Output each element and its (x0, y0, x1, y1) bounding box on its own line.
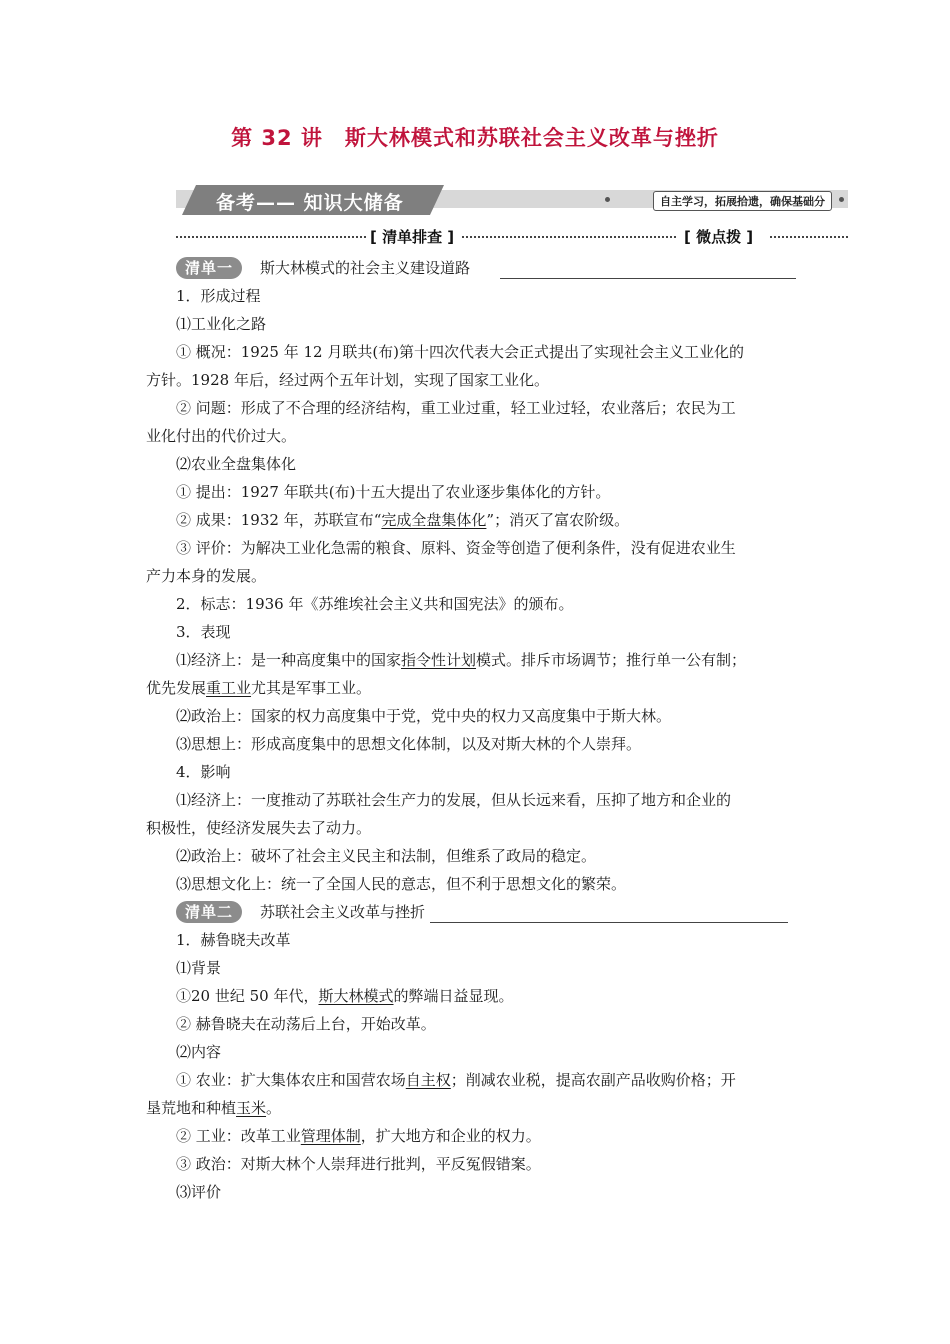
text-line: 1．形成过程 (176, 287, 261, 305)
page-title: 第 32 讲 斯大林模式和苏联社会主义改革与挫折 (231, 126, 719, 150)
section-banner (176, 185, 848, 215)
text-line: ⑶评价 (176, 1183, 222, 1201)
banner-left-label: 备考—— 知识大储备 (216, 192, 404, 214)
text-line (176, 649, 746, 671)
text-span: ，扩大地方和企业的权力。 (360, 1127, 541, 1145)
dotted-leader (176, 236, 366, 238)
text-line (176, 1125, 541, 1147)
section-title: 斯大林模式的社会主义建设道路 (260, 259, 471, 277)
text-span: ② 工业：改革工业 (176, 1127, 301, 1145)
text-line: ⑶思想文化上：统一了全国人民的意志，但不利于思想文化的繁荣。 (176, 875, 627, 893)
section-badge: 清单二 (176, 901, 242, 923)
text-span: 。 (266, 1099, 282, 1117)
text-line: ② 问题：形成了不合理的经济结构，重工业过重，轻工业过轻，农业落后；农民为工 (176, 399, 736, 417)
text-span: 模式。排斥市场调节；推行单一公有制； (476, 651, 747, 669)
text-line: ⑵内容 (176, 1043, 222, 1061)
text-line: ② 赫鲁晓夫在动荡后上台，开始改革。 (176, 1015, 436, 1033)
text-line: ③ 评价：为解决工业化急需的粮食、原料、资金等创造了便利条件，没有促进农业生 (176, 539, 736, 557)
text-line: ⑴背景 (176, 959, 222, 977)
text-span: 优先发展 (146, 679, 207, 697)
text-line: ⑶思想上：形成高度集中的思想文化体制，以及对斯大林的个人崇拜。 (176, 735, 642, 753)
text-span: ① 农业：扩大集体农庄和国营农场 (176, 1071, 406, 1089)
key-term: 完成全盘集体化 (381, 511, 487, 529)
column-divider (176, 226, 848, 246)
text-line (146, 677, 371, 699)
dotted-leader (770, 236, 848, 238)
text-line: ⑴经济上：一度推动了苏联社会生产力的发展，但从长远来看，压抑了地方和企业的 (176, 791, 732, 809)
checklist-label: [ 清单排查 ] (370, 228, 455, 246)
section-header (176, 901, 790, 925)
text-line: 2．标志：1936 年《苏维埃社会主义共和国宪法》的颁布。 (176, 595, 574, 613)
text-line: ① 概况：1925 年 12 月联共(布)第十四次代表大会正式提出了实现社会主义工业化的 (176, 343, 745, 361)
key-term: 自主权 (405, 1071, 451, 1089)
text-line: 产力本身的发展。 (146, 567, 267, 585)
text-line: 积极性，使经济发展失去了动力。 (146, 819, 372, 837)
text-span: ② 成果：1932 年，苏联宣布“ (176, 511, 382, 529)
text-line: ⑵农业全盘集体化 (176, 455, 297, 473)
text-span: 的弊端日益显现。 (393, 987, 514, 1005)
key-term: 指令性计划 (401, 651, 477, 669)
text-line: 3．表现 (176, 623, 231, 641)
text-line (176, 1069, 736, 1091)
text-span: 垦荒地和种植 (146, 1099, 237, 1117)
section-rule (500, 278, 796, 279)
text-line: 1．赫鲁晓夫改革 (176, 931, 291, 949)
banner-dot-icon (605, 197, 610, 202)
banner-dot-icon (839, 197, 844, 202)
text-line: ⑴工业化之路 (176, 315, 267, 333)
section-title: 苏联社会主义改革与挫折 (260, 903, 426, 921)
text-line (176, 985, 514, 1007)
text-span: ⑴经济上：是一种高度集中的国家 (176, 651, 402, 669)
text-line: 业化付出的代价过大。 (146, 427, 297, 445)
text-line: 4．影响 (176, 763, 231, 781)
text-line: 方针。1928 年后，经过两个五年计划，实现了国家工业化。 (146, 371, 549, 389)
text-line (146, 1097, 281, 1119)
text-line: ① 提出：1927 年联共(布)十五大提出了农业逐步集体化的方针。 (176, 483, 611, 501)
text-line: ⑵政治上：国家的权力高度集中于党，党中央的权力又高度集中于斯大林。 (176, 707, 672, 725)
banner-right-label: 自主学习，拓展拾遗，确保基础分 (653, 191, 832, 211)
key-term: 玉米 (236, 1099, 267, 1117)
key-term: 管理体制 (300, 1127, 361, 1145)
text-span: 尤其是军事工业。 (251, 679, 372, 697)
text-span: ”；消灭了富农阶级。 (486, 511, 630, 529)
key-term: 重工业 (206, 679, 252, 697)
text-span: ；削减农业税，提高农副产品收购价格；开 (450, 1071, 736, 1089)
section-rule (430, 922, 788, 923)
text-span: ①20 世纪 50 年代， (176, 987, 319, 1005)
text-line (176, 509, 629, 531)
dotted-leader (462, 236, 676, 238)
section-badge: 清单一 (176, 257, 242, 279)
text-line: ⑵政治上：破坏了社会主义民主和法制，但维系了政局的稳定。 (176, 847, 597, 865)
key-term: 斯大林模式 (318, 987, 394, 1005)
section-header (176, 257, 798, 281)
text-line: ③ 政治：对斯大林个人崇拜进行批判，平反冤假错案。 (176, 1155, 541, 1173)
tips-label: [ 微点拨 ] (684, 228, 754, 246)
